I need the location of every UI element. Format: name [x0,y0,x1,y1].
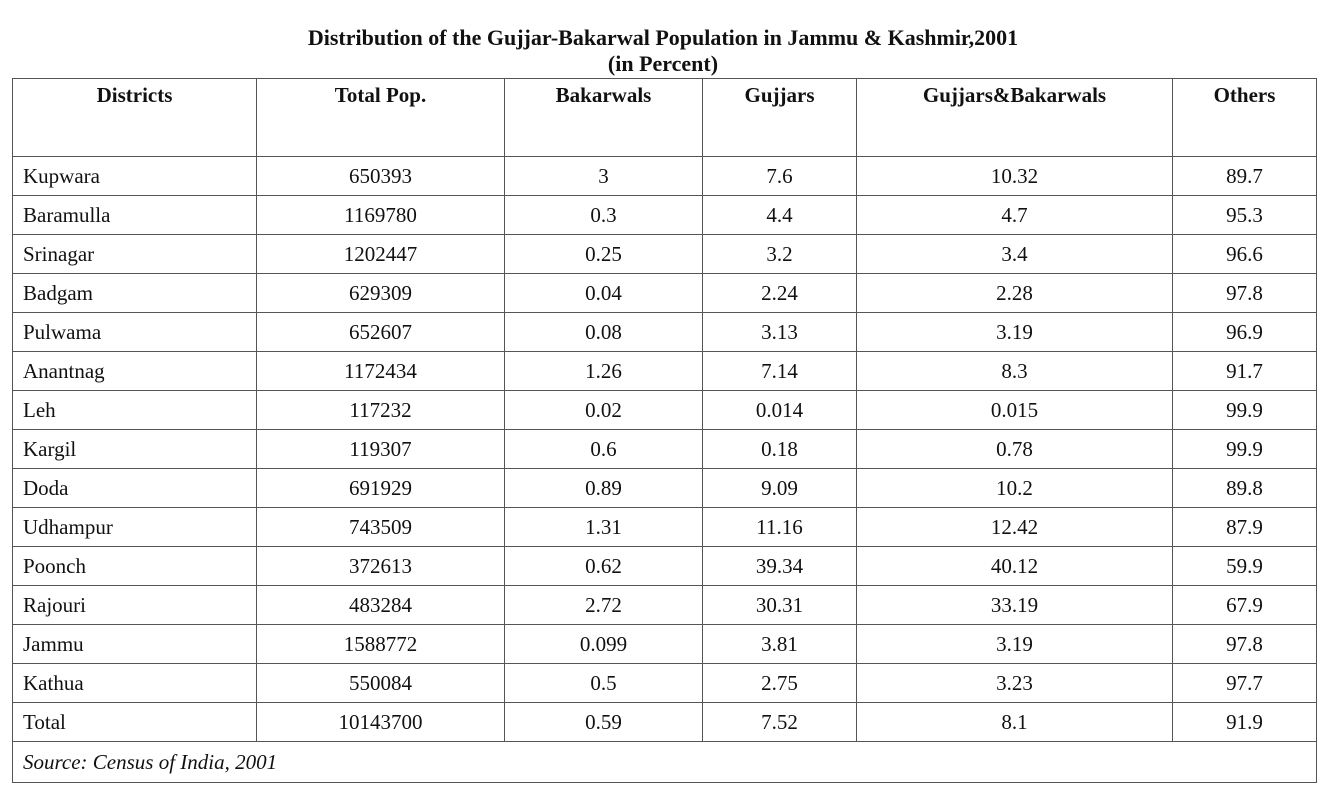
cell-others: 59.9 [1173,547,1317,586]
cell-bakarwals: 0.6 [505,430,703,469]
cell-district: Jammu [13,625,257,664]
cell-others: 67.9 [1173,586,1317,625]
cell-gujjars: 0.014 [703,391,857,430]
cell-district: Srinagar [13,235,257,274]
header-gujjars-bakarwals: Gujjars&Bakarwals [857,79,1173,157]
cell-total-pop: 1202447 [257,235,505,274]
cell-others: 87.9 [1173,508,1317,547]
header-row [13,79,1317,157]
table-subtitle: (in Percent) [607,51,719,76]
cell-bakarwals: 0.3 [505,196,703,235]
cell-gujjars-bakarwals: 10.2 [857,469,1173,508]
cell-district: Rajouri [13,586,257,625]
header-others: Others [1173,79,1317,157]
cell-total-pop: 550084 [257,664,505,703]
cell-others: 89.7 [1173,157,1317,196]
cell-bakarwals: 0.62 [505,547,703,586]
cell-gujjars-bakarwals: 3.4 [857,235,1173,274]
source-row [13,742,1317,783]
cell-district: Kargil [13,430,257,469]
cell-total-pop: 743509 [257,508,505,547]
cell-gujjars-bakarwals: 8.1 [857,703,1173,742]
cell-gujjars-bakarwals: 40.12 [857,547,1173,586]
cell-total-pop: 691929 [257,469,505,508]
cell-gujjars: 2.75 [703,664,857,703]
cell-gujjars-bakarwals: 2.28 [857,274,1173,313]
cell-district: Kathua [13,664,257,703]
cell-gujjars: 3.13 [703,313,857,352]
table-row [13,508,1317,547]
table-row [13,157,1317,196]
cell-others: 96.9 [1173,313,1317,352]
cell-district: Kupwara [13,157,257,196]
cell-bakarwals: 3 [505,157,703,196]
cell-gujjars-bakarwals: 0.78 [857,430,1173,469]
header-districts: Districts [13,79,257,157]
cell-bakarwals: 0.04 [505,274,703,313]
cell-gujjars-bakarwals: 3.19 [857,313,1173,352]
cell-district: Anantnag [13,352,257,391]
cell-gujjars: 7.6 [703,157,857,196]
cell-bakarwals: 1.31 [505,508,703,547]
cell-total-pop: 629309 [257,274,505,313]
cell-gujjars-bakarwals: 3.23 [857,664,1173,703]
source-note: Source: Census of India, 2001 [13,742,1317,783]
table-row [13,703,1317,742]
cell-gujjars: 4.4 [703,196,857,235]
table-row [13,352,1317,391]
cell-others: 97.8 [1173,625,1317,664]
cell-total-pop: 1169780 [257,196,505,235]
cell-district: Poonch [13,547,257,586]
cell-gujjars: 0.18 [703,430,857,469]
cell-gujjars-bakarwals: 4.7 [857,196,1173,235]
population-table [12,78,1317,783]
cell-total-pop: 483284 [257,586,505,625]
cell-others: 91.7 [1173,352,1317,391]
cell-district: Leh [13,391,257,430]
table-row [13,664,1317,703]
cell-total-pop: 119307 [257,430,505,469]
cell-others: 89.8 [1173,469,1317,508]
cell-others: 99.9 [1173,391,1317,430]
cell-others: 96.6 [1173,235,1317,274]
cell-total-pop: 1172434 [257,352,505,391]
table-row [13,274,1317,313]
cell-gujjars: 7.14 [703,352,857,391]
cell-total-pop: 650393 [257,157,505,196]
cell-bakarwals: 2.72 [505,586,703,625]
cell-gujjars: 39.34 [703,547,857,586]
cell-gujjars-bakarwals: 33.19 [857,586,1173,625]
cell-total-pop: 1588772 [257,625,505,664]
cell-bakarwals: 0.89 [505,469,703,508]
cell-total-pop: 117232 [257,391,505,430]
cell-gujjars-bakarwals: 8.3 [857,352,1173,391]
cell-others: 97.7 [1173,664,1317,703]
header-total-pop: Total Pop. [257,79,505,157]
header-gujjars: Gujjars [703,79,857,157]
table-row [13,391,1317,430]
table-body [13,157,1317,742]
table-row [13,430,1317,469]
table-title: Distribution of the Gujjar-Bakarwal Population in Jammu & Kashmir,2001 [307,25,1019,50]
cell-others: 91.9 [1173,703,1317,742]
table-row [13,625,1317,664]
cell-total-pop: 652607 [257,313,505,352]
cell-bakarwals: 1.26 [505,352,703,391]
table-row [13,547,1317,586]
cell-district: Udhampur [13,508,257,547]
cell-gujjars-bakarwals: 12.42 [857,508,1173,547]
cell-bakarwals: 0.25 [505,235,703,274]
cell-bakarwals: 0.08 [505,313,703,352]
cell-bakarwals: 0.59 [505,703,703,742]
cell-total-pop: 10143700 [257,703,505,742]
cell-bakarwals: 0.099 [505,625,703,664]
table-row [13,469,1317,508]
cell-district: Badgam [13,274,257,313]
cell-gujjars: 3.2 [703,235,857,274]
cell-district: Baramulla [13,196,257,235]
cell-gujjars: 9.09 [703,469,857,508]
cell-gujjars: 7.52 [703,703,857,742]
cell-others: 97.8 [1173,274,1317,313]
cell-bakarwals: 0.5 [505,664,703,703]
cell-bakarwals: 0.02 [505,391,703,430]
cell-district: Total [13,703,257,742]
cell-district: Pulwama [13,313,257,352]
cell-gujjars: 3.81 [703,625,857,664]
cell-total-pop: 372613 [257,547,505,586]
table-row [13,196,1317,235]
table-row [13,313,1317,352]
cell-district: Doda [13,469,257,508]
table-row [13,235,1317,274]
cell-others: 99.9 [1173,430,1317,469]
table-row [13,586,1317,625]
cell-gujjars: 2.24 [703,274,857,313]
cell-others: 95.3 [1173,196,1317,235]
cell-gujjars-bakarwals: 3.19 [857,625,1173,664]
cell-gujjars-bakarwals: 0.015 [857,391,1173,430]
cell-gujjars: 11.16 [703,508,857,547]
header-bakarwals: Bakarwals [505,79,703,157]
cell-gujjars-bakarwals: 10.32 [857,157,1173,196]
cell-gujjars: 30.31 [703,586,857,625]
